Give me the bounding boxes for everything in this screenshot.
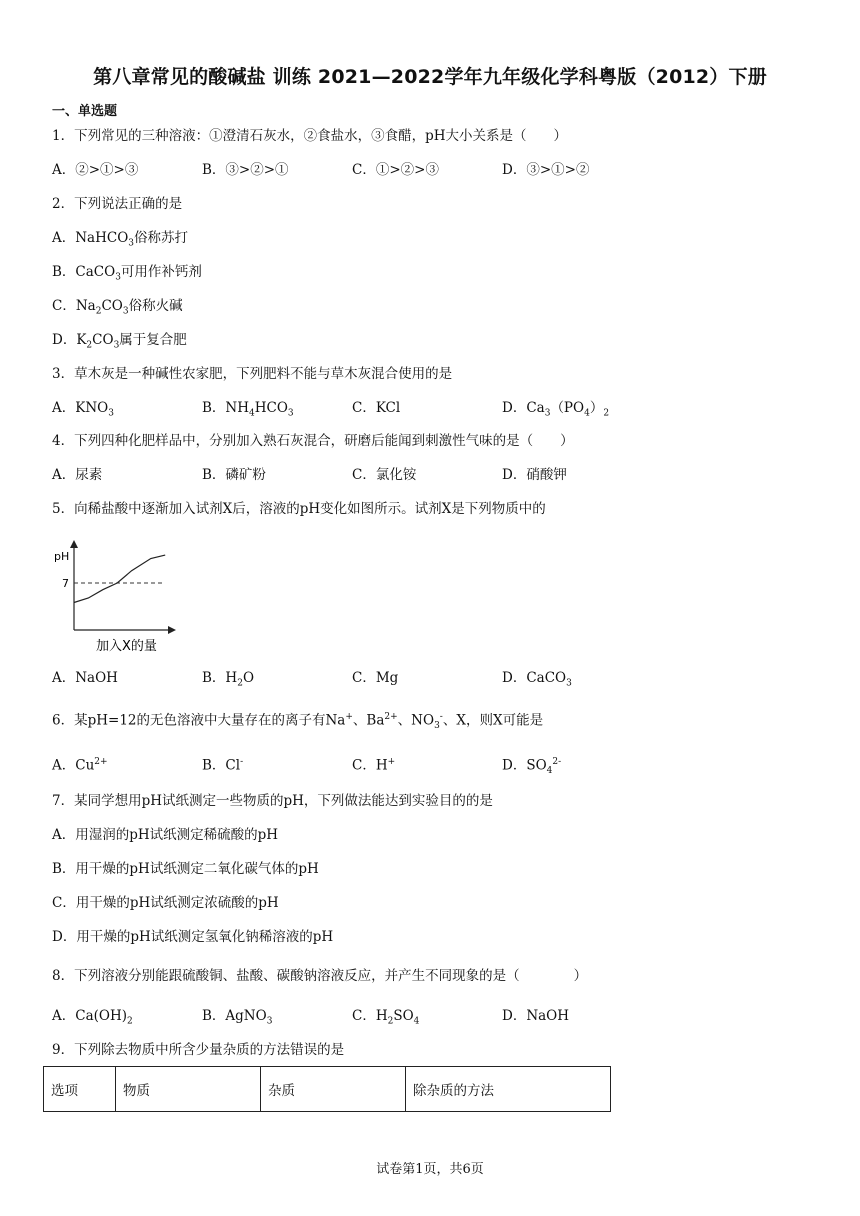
question-2-stem: 2．下列说法正确的是 [52, 196, 183, 212]
q5-option-d: D．CaCO$_3$ [502, 670, 572, 689]
table-header-cell: 物质 [116, 1067, 261, 1112]
q8-option-c: C．$H_2SO_4$ [352, 1008, 420, 1027]
y-axis-arrow [70, 540, 78, 548]
q6-option-d: D．$SO_4^{2-}$ [502, 757, 562, 777]
question-1-stem: 1．下列常见的三种溶液：①澄清石灰水，②食盐水，③食醋，pH大小关系是（ ） [52, 128, 568, 144]
impurity-table [43, 1066, 611, 1112]
table-header-row [44, 1067, 611, 1112]
section-heading: 一、单选题 [52, 104, 118, 119]
q4-option-c: C．氯化铵 [352, 467, 417, 483]
q2-option-b: B．CaCO$_3$可用作补钙剂 [52, 264, 202, 283]
q3-option-b: B．$NH_4HCO_3$ [202, 400, 294, 419]
question-7-stem: 7．某同学想用pH试纸测定一些物质的pH，下列做法能达到实验目的的是 [52, 793, 493, 809]
q5-option-a: A．NaOH [52, 670, 118, 686]
q7-option-c: C．用干燥的pH试纸测定浓硫酸的pH [52, 895, 279, 911]
q4-option-b: B．磷矿粉 [202, 467, 266, 483]
q6-option-a: A．$Cu^{2+}$ [52, 757, 108, 774]
q7-option-b: B．用干燥的pH试纸测定二氧化碳气体的pH [52, 861, 319, 877]
q6-option-b: B．Cl- [202, 757, 244, 774]
y-axis-label: pH [54, 550, 70, 563]
question-3-stem: 3．草木灰是一种碱性农家肥，下列肥料不能与草木灰混合使用的是 [52, 366, 453, 382]
question-6-stem: 6．某pH=12的无色溶液中大量存在的离子有Na+、$Ba^{2+}$、$NO_3^-$、X，则X可能是 [52, 712, 544, 732]
q1-option-c: C．①>②>③ [352, 162, 439, 178]
q4-option-a: A．尿素 [52, 467, 103, 483]
page-footer: 试卷第1页，共6页 [376, 1162, 484, 1177]
table-header-cell: 杂质 [261, 1067, 406, 1112]
question-5-stem: 5．向稀盐酸中逐渐加入试剂X后，溶液的pH变化如图所示。试剂X是下列物质中的 [52, 501, 546, 517]
table-header-cell: 选项 [44, 1067, 116, 1112]
q4-option-d: D．硝酸钾 [502, 467, 567, 483]
y-tick-7: 7 [62, 577, 69, 590]
question-9-stem: 9．下列除去物质中所含少量杂质的方法错误的是 [52, 1042, 345, 1058]
ph-chart [52, 538, 182, 656]
q3-option-c: C．KCl [352, 400, 401, 416]
q5-option-c: C．Mg [352, 670, 399, 686]
q3-option-d: D．$Ca_3(PO_4)_2$ [502, 400, 610, 419]
q2-option-a: A．NaHCO$_3$俗称苏打 [52, 230, 189, 249]
question-4-stem: 4．下列四种化肥样品中，分别加入熟石灰混合，研磨后能闻到刺激性气味的是（ ） [52, 433, 574, 449]
q8-option-d: D．NaOH [502, 1008, 570, 1024]
q7-option-d: D．用干燥的pH试纸测定氢氧化钠稀溶液的pH [52, 929, 334, 945]
q1-option-b: B．③>②>① [202, 162, 289, 178]
q8-option-b: B．AgNO$_3$ [202, 1008, 273, 1027]
q3-option-a: A．$KNO_3$ [52, 400, 114, 419]
page-title: 第八章常见的酸碱盐 训练 2021—2022学年九年级化学科粤版（2012）下册 [93, 66, 767, 88]
ph-curve [74, 555, 165, 602]
q2-option-d: D．$K_2CO_3$属于复合肥 [52, 332, 187, 351]
question-8-stem: 8．下列溶液分别能跟硫酸铜、盐酸、碳酸钠溶液反应，并产生不同现象的是（ ） [52, 968, 588, 984]
x-axis-label: 加入X的量 [96, 639, 157, 654]
q5-option-b: B．$H_2O$ [202, 670, 255, 689]
q8-option-a: A．$Ca(OH)_2$ [52, 1008, 133, 1027]
q1-option-a: A．②>①>③ [52, 162, 139, 178]
q6-option-c: C．H+ [352, 757, 396, 774]
x-axis-arrow [168, 626, 176, 634]
q2-option-c: C．$Na_2CO_3$俗称火碱 [52, 298, 183, 317]
q7-option-a: A．用湿润的pH试纸测定稀硫酸的pH [52, 827, 279, 843]
q1-option-d: D．③>①>② [502, 162, 590, 178]
table-header-cell: 除杂质的方法 [406, 1067, 611, 1112]
